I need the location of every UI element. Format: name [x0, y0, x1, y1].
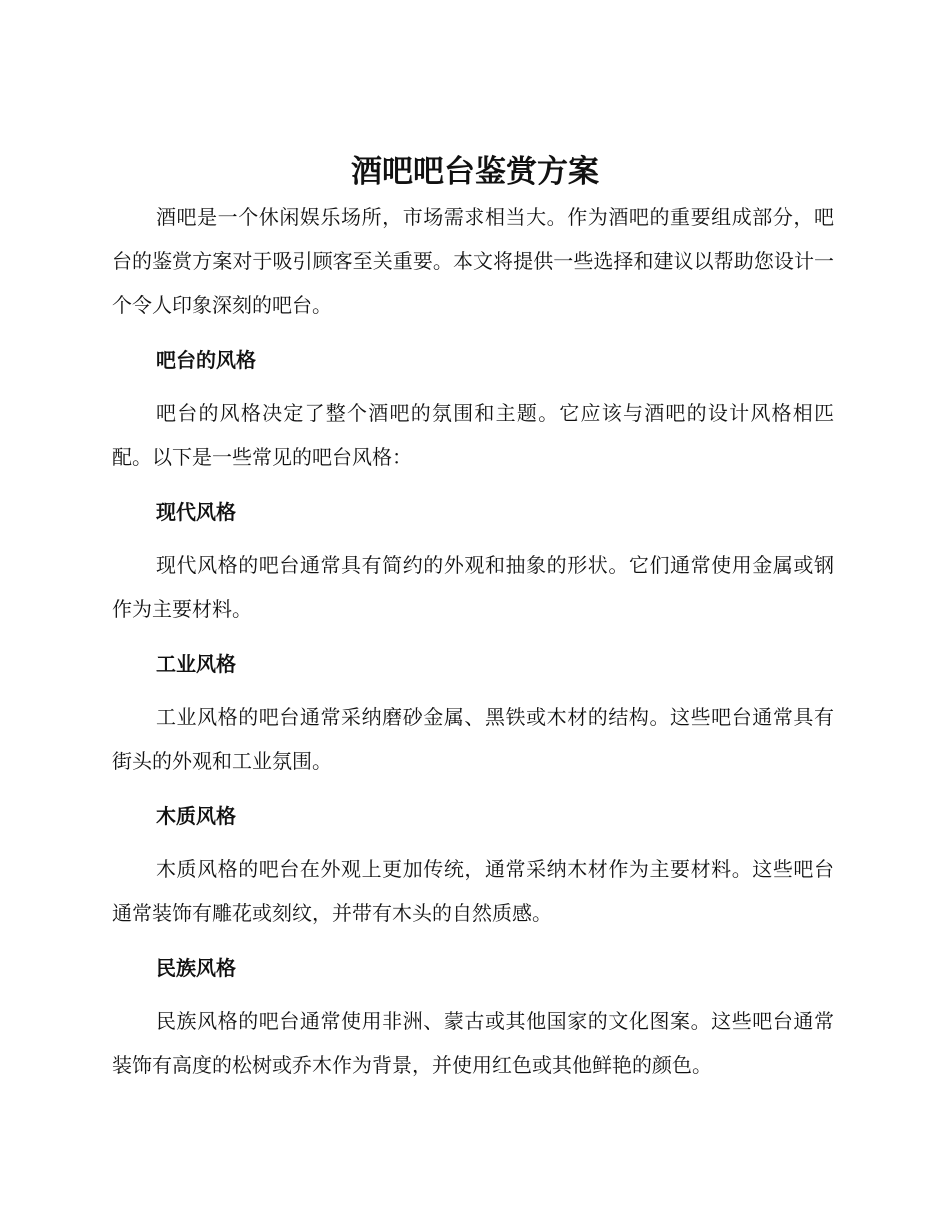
section-heading-wood: 木质风格 [156, 804, 236, 828]
section-body-wood: 木质风格的吧台在外观上更加传统，通常采纳木材作为主要材料。这些吧台通常装饰有雕花或刻纹，并带有木头的自然质感。 [112, 857, 834, 925]
section-body-industrial: 工业风格的吧台通常采纳磨砂金属、黑铁或木材的结构。这些吧台通常具有街头的外观和工业氛围。 [112, 705, 834, 773]
intro-paragraph: 酒吧是一个休闲娱乐场所，市场需求相当大。作为酒吧的重要组成部分，吧台的鉴赏方案对于吸引顾客至关重要。本文将提供一些选择和建议以帮助您设计一个令人印象深刻的吧台。 [112, 205, 834, 317]
document-title: 酒吧吧台鉴赏方案 [351, 154, 599, 190]
section-heading-industrial: 工业风格 [156, 652, 236, 676]
section-body-ethnic: 民族风格的吧台通常使用非洲、蒙古或其他国家的文化图案。这些吧台通常装饰有高度的松树或乔木作为背景，并使用红色或其他鲜艳的颜色。 [112, 1009, 834, 1077]
section-heading-bar-style: 吧台的风格 [156, 348, 256, 372]
section-heading-modern: 现代风格 [156, 500, 236, 524]
section-body-modern: 现代风格的吧台通常具有简约的外观和抽象的形状。它们通常使用金属或钢作为主要材料。 [112, 553, 834, 621]
section-heading-ethnic: 民族风格 [156, 956, 236, 980]
section-body-bar-style: 吧台的风格决定了整个酒吧的氛围和主题。它应该与酒吧的设计风格相匹配。以下是一些常见的吧台风格： [112, 401, 834, 469]
